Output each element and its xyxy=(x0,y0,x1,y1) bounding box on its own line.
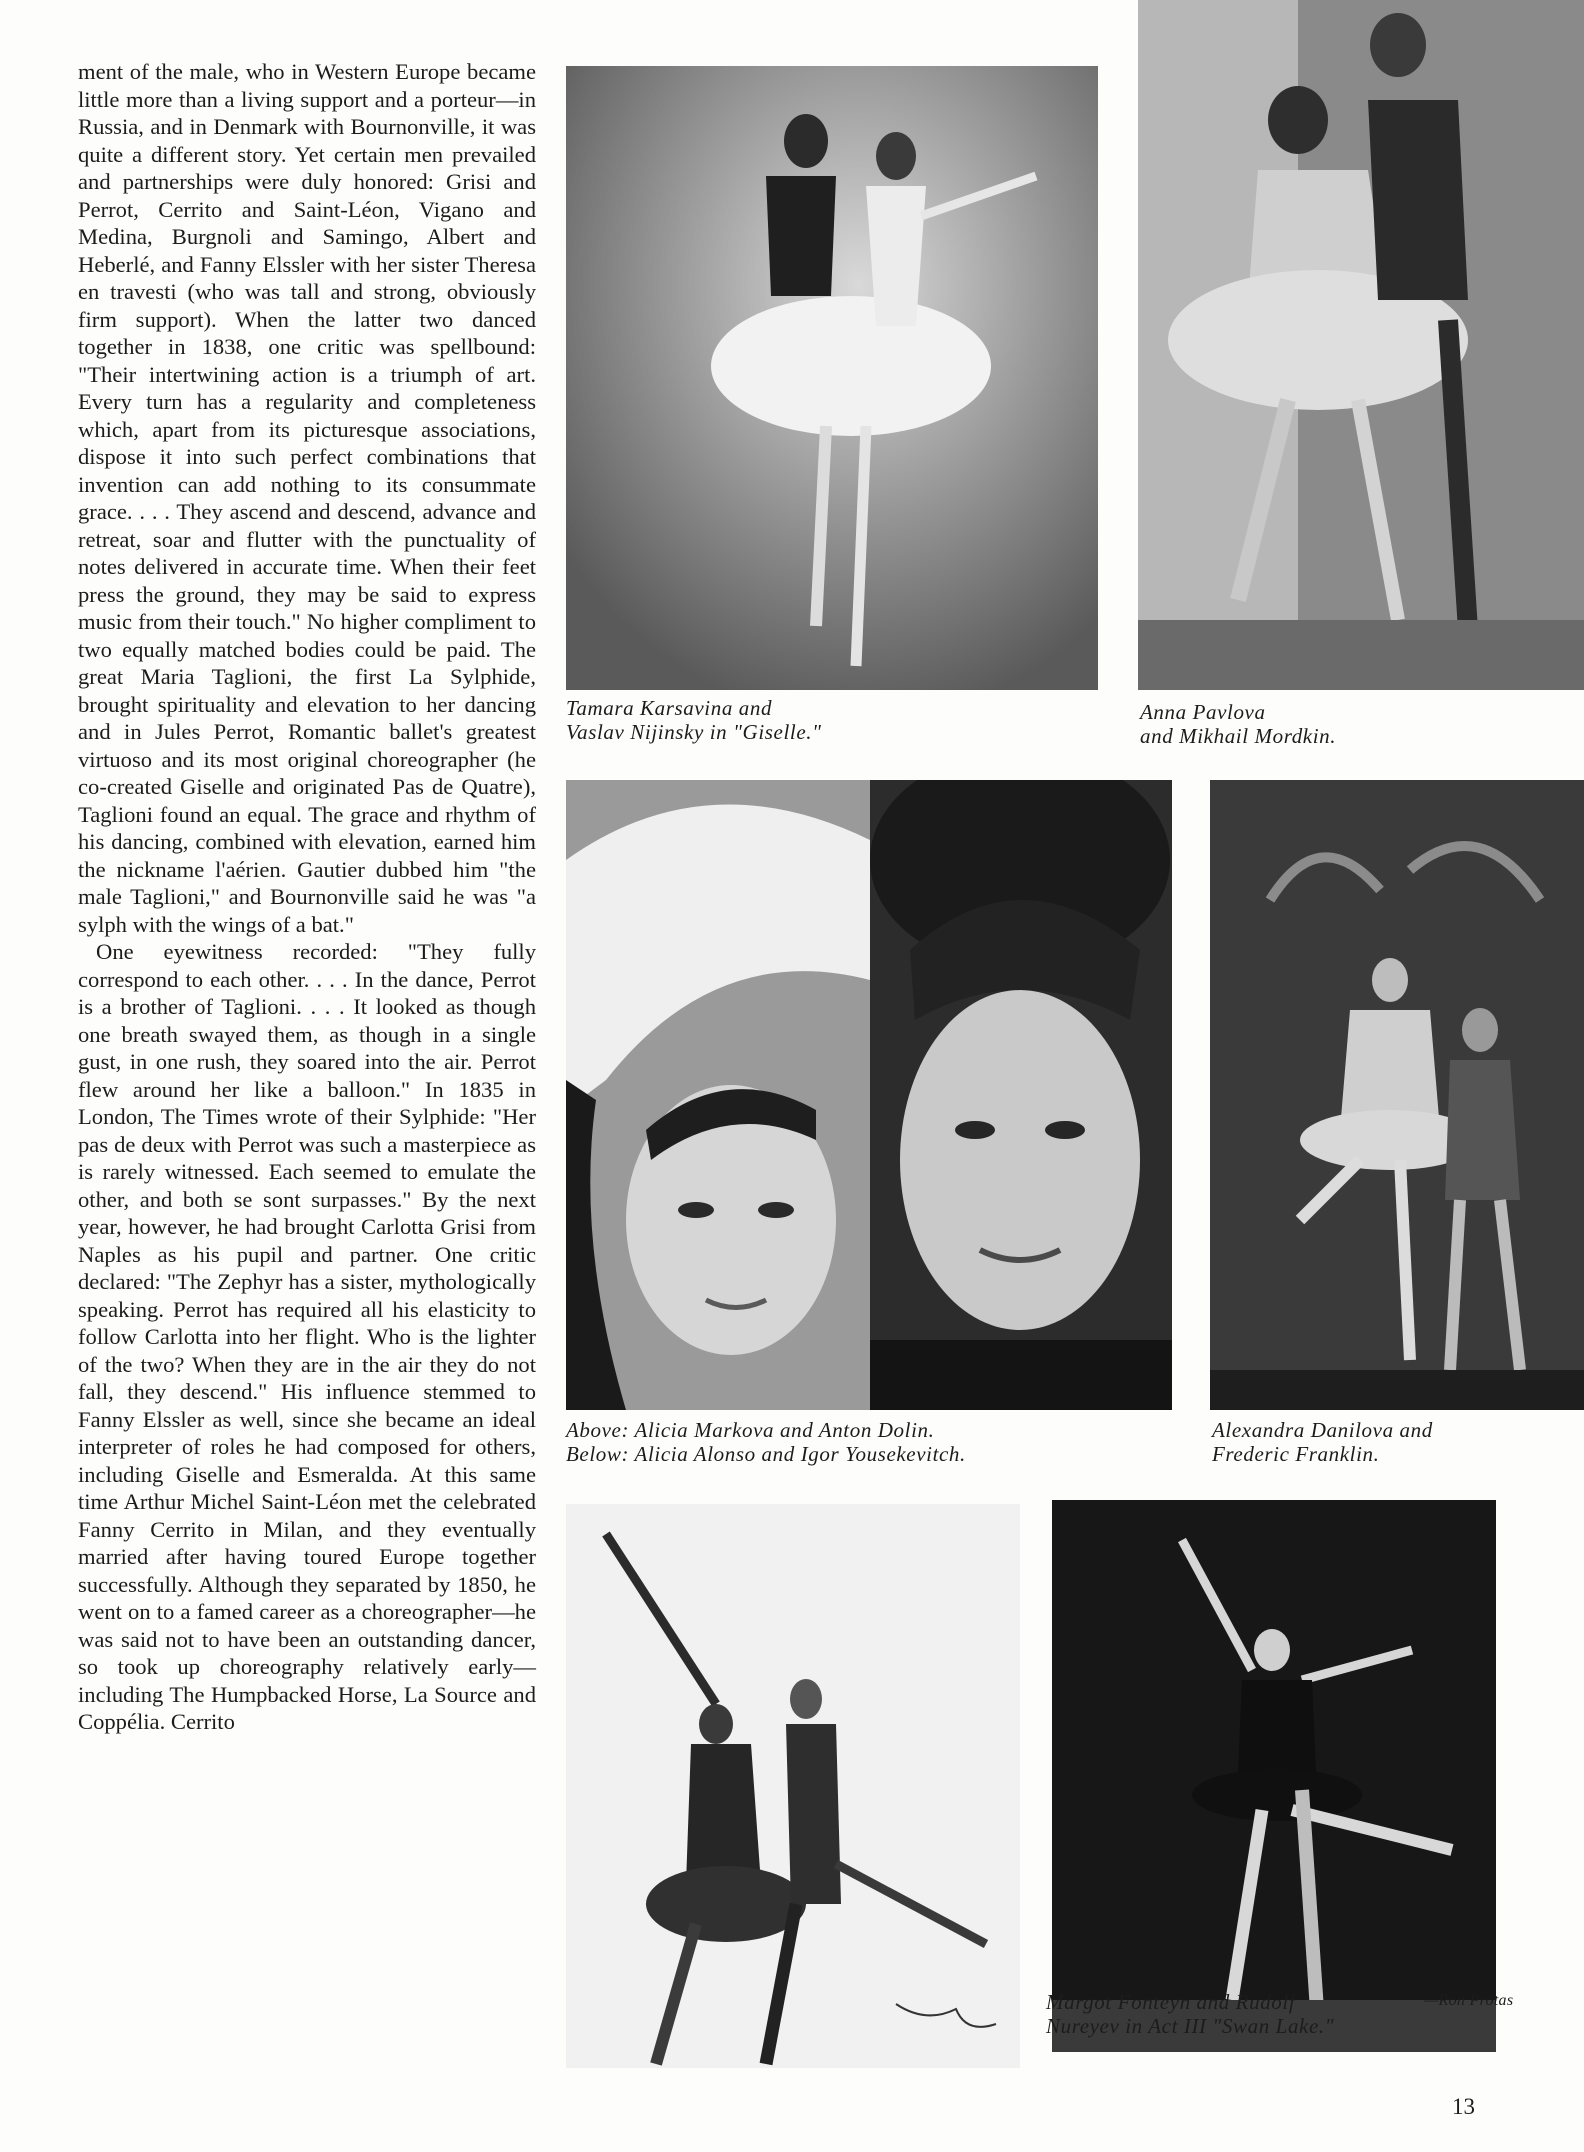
photo-credit: —Ron Protas xyxy=(1424,1992,1514,2009)
photo-fonteyn-nureyev xyxy=(1052,1500,1496,2052)
photo-pavlova-mordkin xyxy=(1138,0,1584,690)
caption-line: Below: Alicia Alonso and Igor Yousekevitch. xyxy=(566,1442,966,1466)
caption-fonteyn-nureyev xyxy=(1046,1990,1426,2038)
caption-line: Above: Alicia Markova and Anton Dolin. xyxy=(566,1418,935,1442)
caption-pavlova-mordkin xyxy=(1140,700,1580,748)
article-text-column xyxy=(78,58,536,1736)
photo-anton-dolin xyxy=(870,780,1172,1410)
caption-markova-alonso xyxy=(566,1418,1166,1466)
caption-line: Nureyev in Act III "Swan Lake." xyxy=(1046,2014,1335,2038)
photo-alicia-markova xyxy=(566,780,870,1410)
photo-alonso-yousekevitch xyxy=(566,1504,1020,2068)
caption-karsavina-nijinsky xyxy=(566,696,1086,744)
caption-line: Vaslav Nijinsky in "Giselle." xyxy=(566,720,822,744)
caption-line: Anna Pavlova xyxy=(1140,700,1266,724)
caption-line: Margot Fonteyn and Rudolf xyxy=(1046,1990,1296,2014)
caption-line: and Mikhail Mordkin. xyxy=(1140,724,1337,748)
caption-danilova-franklin xyxy=(1212,1418,1582,1466)
photo-karsavina-nijinsky xyxy=(566,66,1098,690)
caption-line: Alexandra Danilova and xyxy=(1212,1418,1433,1442)
article-paragraph: One eyewitness recorded: "They fully correspond to each other. . . . In the dance, Perrot is a brother of Taglioni. . . . It looked as though one breath swayed them, as though in a single gust, in one rush, they soared into the air. Perrot flew around her like a balloon." In 1835 in London, The Times wrote of their Sylphide: "Her pas de deux with Perrot was such a masterpiece as is rarely witnessed. Each seemed to emulate the other, and both se sont surpasses." By the next year, however, he had brought Carlotta Grisi from Naples as his pupil and partner. One critic declared: "The Zephyr has a sister, mythologically speaking. Perrot has required all his elasticity to follow Carlotta into her flight. Who is the lighter of the two? When they are in the air they do not fall, they descend." His influence stemmed to Fanny Elssler as well, since she became an ideal interpreter of roles he had composed for others, including Giselle and Esmeralda. At this same time Arthur Michel Saint-Léon met the celebrated Fanny Cerrito in Milan, and they eventually married after having toured Europe together successfully. Although they separated by 1850, he went on to a famed career as a choreographer—he was said not to have been an outstanding dancer, so took up choreography relatively early—including The Humpbacked Horse, La Source and Coppélia. Cerrito xyxy=(78,939,536,1734)
photo-danilova-franklin xyxy=(1210,780,1584,1410)
caption-line: Tamara Karsavina and xyxy=(566,696,773,720)
caption-line: Frederic Franklin. xyxy=(1212,1442,1380,1466)
page-number: 13 xyxy=(1452,2094,1475,2119)
article-paragraph: ment of the male, who in Western Europe became little more than a living support and a porteur—in Russia, and in Denmark with Bournonville, it was quite a different story. Yet certain men prevailed and partnerships were duly honored: Grisi and Perrot, Cerrito and Saint-Léon, Vigano and Medina, Burgnoli and Samingo, Albert and Heberlé, and Fanny Elssler with her sister Theresa en travesti (who was tall and strong, obviously firm support). When the latter two danced together in 1838, one critic was spellbound: "Their intertwining action is a triumph of art. Every turn has a regularity and completeness which, apart from its picturesque associations, dispose it into such perfect combinations that invention can add nothing to its consummate grace. . . . They ascend and descend, advance and retreat, soar and flutter with the punctuality of notes delivered in accurate time. When their feet press the ground, they may be said to express music from their touch." No higher compliment to two equally matched bodies could be paid. The great Maria Taglioni, the first La Sylphide, brought spirituality and elevation to her dancing and in Jules Perrot, Romantic ballet's greatest virtuoso and its most original choreographer (he co-created Giselle and originated Pas de Quatre), Taglioni found an equal. The grace and rhythm of his dancing, combined with elevation, earned him the nickname l'aérien. Gautier dubbed him "the male Taglioni," and Bournonville said he was "a sylph with the wings of a bat." xyxy=(78,59,536,937)
